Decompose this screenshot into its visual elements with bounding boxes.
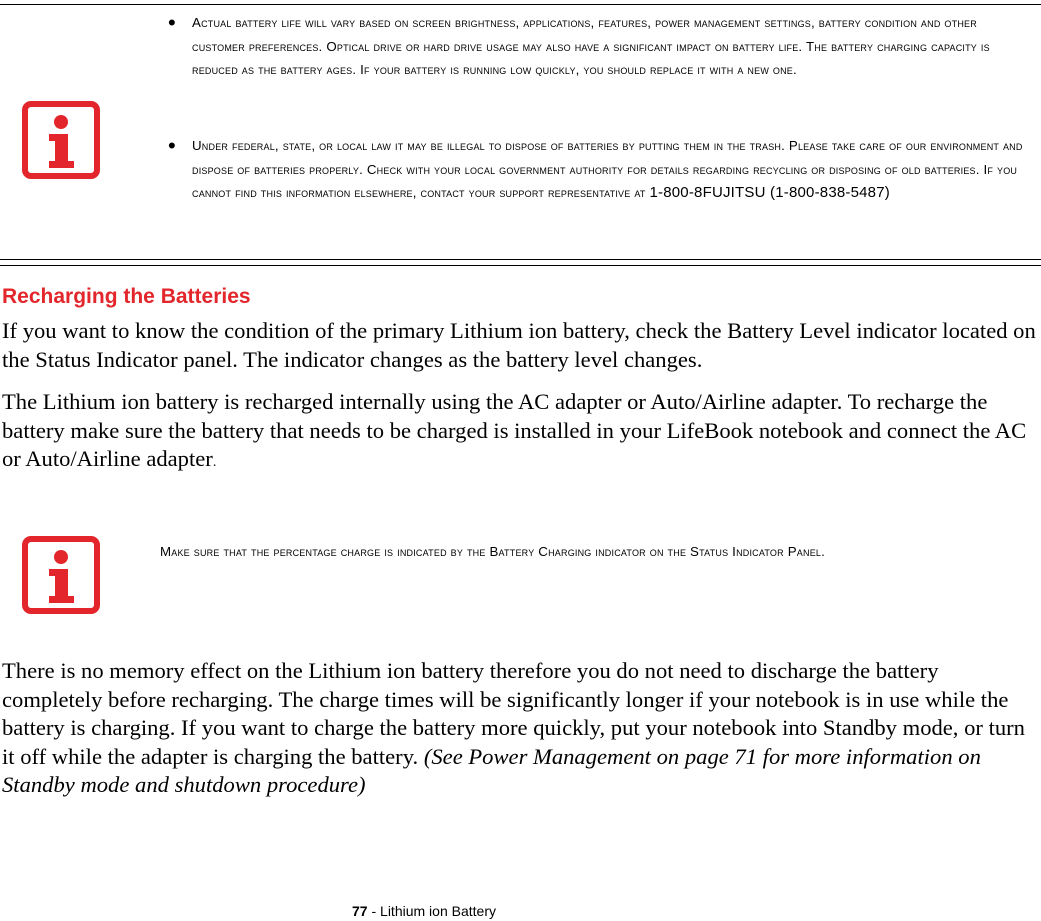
page-footer xyxy=(352,903,496,919)
paragraph-recharge xyxy=(2,388,1041,478)
power-management-reference: (See Power Management on page 71 for more information on Standby mode and shutdown procedure) xyxy=(2,743,981,797)
paragraph-recharge-text: The Lithium ion battery is recharged internally using the AC adapter or Auto/Airline adapter. To recharge the battery make sure the battery that needs to be charged is installed in your LifeBook notebook and connect the AC or Auto/Airline adapter xyxy=(2,389,1027,471)
note-bottom-rule xyxy=(0,259,1041,260)
bullet-icon: • xyxy=(168,10,176,35)
bullet-icon: • xyxy=(168,133,176,158)
support-phone: 1-800-8FUJITSU (1-800-838-5487) xyxy=(649,184,890,202)
footer-separator: - xyxy=(367,903,381,919)
page-number: 77 xyxy=(352,903,368,919)
paragraph-memory-effect-text: There is no memory effect on the Lithium ion battery therefore you do not need to discharge the battery completely before recharging. The charge times will be significantly longer if your notebook is in use while the battery is charging. If you want to charge the battery more quickly, put your notebook into Standby mode, or turn it off while the adapter is charging the battery. xyxy=(2,658,1025,769)
paragraph-recharge-period: . xyxy=(212,455,217,470)
paragraph-battery-level: If you want to know the condition of the primary Lithium ion battery, check the Battery Level indicator located on the Status Indicator panel. The indicator changes as the battery level changes. xyxy=(2,318,1036,372)
paragraph-memory-effect xyxy=(2,657,1041,800)
footer-section: Lithium ion Battery xyxy=(380,903,496,919)
note-top-rule xyxy=(0,4,1041,5)
note-bottom-rule-2 xyxy=(0,265,1041,266)
note-bullet-2-text: Under federal, state, or local law it may be illegal to dispose of batteries by putting them in the trash. Please take care of our environment and dispose of batteries properly. Check with your local government authority for details regarding recycling or disposing of old batteries. If you cannot find this information elsewhere, contact your support representative at xyxy=(192,138,1023,201)
info-icon xyxy=(22,101,100,179)
note-bullet-2 xyxy=(168,133,1032,205)
note-charging-indicator: Make sure that the percentage charge is indicated by the Battery Charging indicator on the Status Indicator Panel. xyxy=(160,544,826,559)
info-icon xyxy=(22,536,100,614)
note-bullet-1 xyxy=(168,10,1022,82)
section-heading: Recharging the Batteries xyxy=(2,285,251,308)
note-bullet-1-text: Actual battery life will vary based on screen brightness, applications, features, power management settings, battery condition and other customer preferences. Optical drive or hard drive usage may also have a significant impact on battery life. The battery charging capacity is reduced as the battery ages. If your battery is running low quickly, you should replace it with a new one. xyxy=(192,15,990,78)
